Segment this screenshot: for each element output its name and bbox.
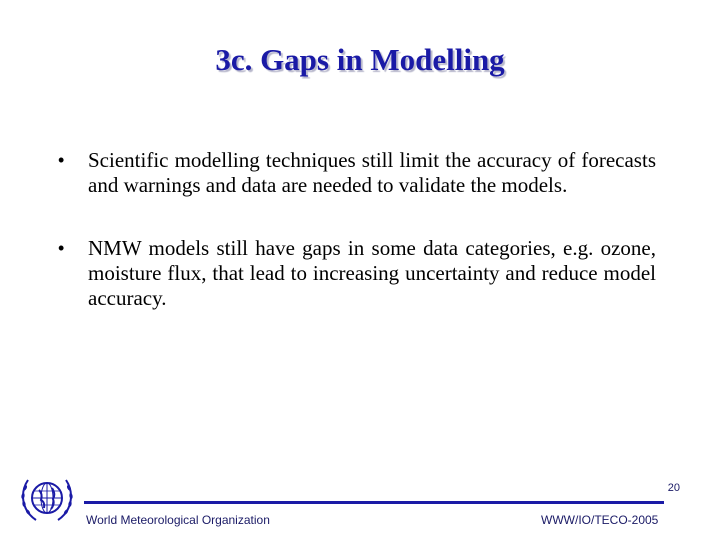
bullet-text: Scientific modelling techniques still limit the accuracy of forecasts and warnings and data are needed to validate the models. [88, 148, 656, 197]
wmo-emblem-icon [18, 472, 76, 526]
page-number: 20 [667, 482, 680, 494]
footer-rule [84, 501, 664, 504]
bullet-item [58, 236, 656, 311]
bullet-text: NMW models still have gaps in some data categories, e.g. ozone, moisture flux, that lead to increasing uncertainty and reduce model accuracy. [88, 236, 656, 310]
footer-reference: WWW/IO/TECO-2005 [541, 513, 659, 527]
bullet-dot: • [58, 238, 65, 258]
slide-title: 3c. Gaps in Modelling [215, 42, 505, 77]
bullet-dot: • [58, 150, 65, 170]
bullet-item [58, 148, 656, 198]
footer-organization: World Meteorological Organization [86, 513, 270, 527]
bullet-list [58, 148, 656, 349]
